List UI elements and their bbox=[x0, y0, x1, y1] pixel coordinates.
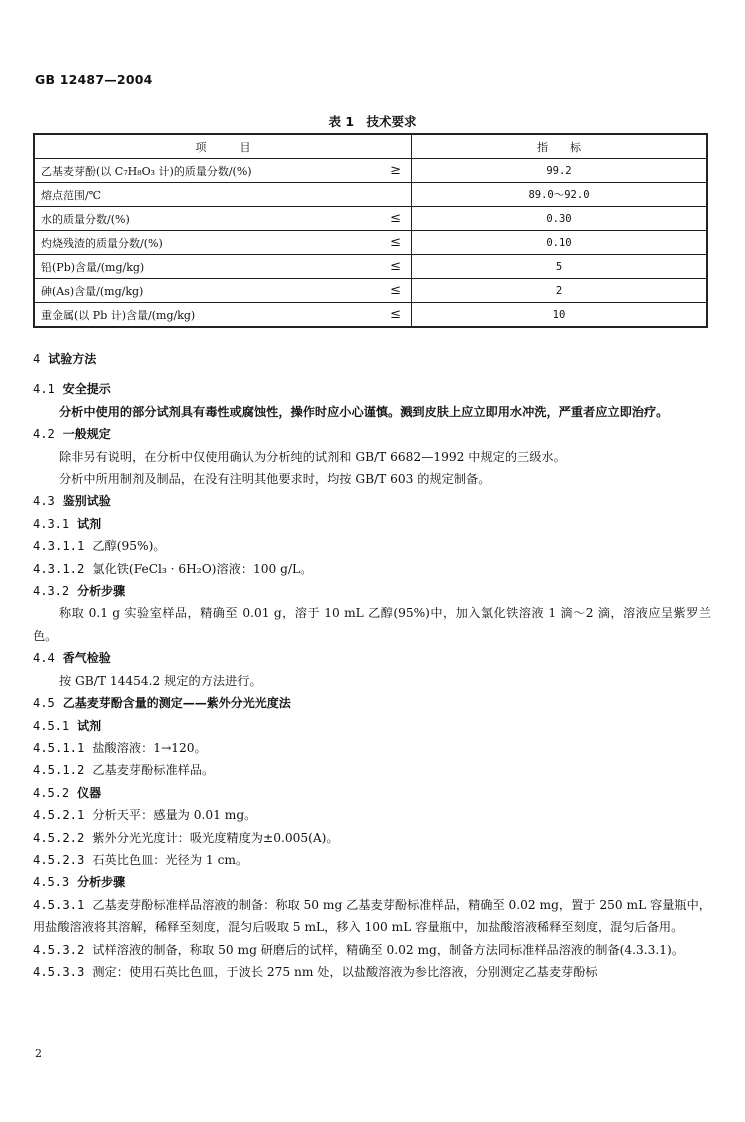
section-heading: 4.5.1 试剂 bbox=[33, 718, 102, 733]
spec-item-cell bbox=[34, 183, 412, 207]
clause-paragraph: 4.5.3.3 测定：使用石英比色皿，于波长 275 nm 处，以盐酸溶液为参比溶液，分别测定乙基麦芽酚标 bbox=[33, 964, 598, 979]
document-body bbox=[33, 348, 711, 983]
spec-item-cell bbox=[34, 255, 412, 279]
spec-operator: ≤ bbox=[390, 259, 401, 274]
spec-operator: ≤ bbox=[390, 307, 401, 322]
clause-line: 4.3.1.1 乙醇(95%)。 bbox=[33, 539, 166, 554]
table-row bbox=[34, 303, 707, 328]
section-heading: 4 试验方法 bbox=[33, 352, 97, 366]
table-row bbox=[34, 183, 707, 207]
table-header-row bbox=[34, 134, 707, 159]
section-heading: 4.3.2 分析步骤 bbox=[33, 584, 126, 599]
section-heading: 4.5.2 仪器 bbox=[33, 785, 102, 800]
spec-item-label: 重金属(以 Pb 计)含量/(mg/kg) bbox=[41, 308, 196, 322]
spec-table bbox=[33, 133, 708, 328]
spec-operator: ≤ bbox=[390, 211, 401, 226]
spec-item-cell bbox=[34, 303, 412, 328]
spec-operator: ≤ bbox=[390, 235, 401, 250]
spec-value-cell: 2 bbox=[412, 279, 708, 303]
section-heading: 4.5.3 分析步骤 bbox=[33, 875, 126, 890]
section-heading: 4.1 安全提示 bbox=[33, 382, 111, 397]
spec-item-label: 熔点范围/℃ bbox=[41, 188, 102, 202]
clause-paragraph: 4.5.3.1 乙基麦芽酚标准样品溶液的制备：称取 50 mg 乙基麦芽酚标准样品，精确至 0.02 mg，置于 250 mL 容量瓶中，用盐酸溶液将其溶解，稀释至刻度，混匀后吸取 5 mL，移入 100 mL 容量瓶中，加盐酸溶液稀释至刻度，混匀后备用。 bbox=[33, 897, 711, 935]
clause-line: 4.5.2.2 紫外分光光度计：吸光度精度为±0.005(A)。 bbox=[33, 830, 339, 845]
clause-line: 4.5.1.2 乙基麦芽酚标准样品。 bbox=[33, 763, 215, 778]
spec-item-label: 铅(Pb)含量/(mg/kg) bbox=[41, 260, 145, 274]
table-row bbox=[34, 255, 707, 279]
spec-value-cell: 99.2 bbox=[412, 159, 708, 183]
spec-item-label: 砷(As)含量/(mg/kg) bbox=[41, 284, 144, 298]
clause-line: 4.5.2.3 石英比色皿：光径为 1 cm。 bbox=[33, 852, 249, 867]
clause-line: 4.3.1.2 氯化铁(FeCl₃ · 6H₂O)溶液：100 g/L。 bbox=[33, 561, 313, 576]
spec-value-cell: 89.0～92.0 bbox=[412, 183, 708, 207]
spec-item-label: 水的质量分数/(%) bbox=[41, 212, 130, 226]
spec-operator: ≤ bbox=[390, 283, 401, 298]
spec-item-cell bbox=[34, 231, 412, 255]
column-header-value: 指 标 bbox=[412, 134, 708, 159]
table-row bbox=[34, 231, 707, 255]
spec-item-cell bbox=[34, 159, 412, 183]
page-number: 2 bbox=[35, 1047, 42, 1060]
spec-operator: ≥ bbox=[390, 163, 401, 178]
clause-line: 4.5.2.1 分析天平：感量为 0.01 mg。 bbox=[33, 808, 257, 823]
table-title: 表 1 技术要求 bbox=[328, 114, 417, 129]
paragraph: 分析中所用制剂及制品，在没有注明其他要求时，均按 GB/T 603 的规定制备。 bbox=[59, 472, 491, 487]
table-row bbox=[34, 207, 707, 231]
spec-value-cell: 10 bbox=[412, 303, 708, 328]
table-row bbox=[34, 279, 707, 303]
paragraph: 除非另有说明，在分析中仅使用确认为分析纯的试剂和 GB/T 6682—1992 中规定的三级水。 bbox=[59, 449, 566, 464]
spec-value-cell: 0.30 bbox=[412, 207, 708, 231]
spec-item-label: 乙基麦芽酚(以 C₇H₈O₃ 计)的质量分数/(%) bbox=[41, 164, 252, 178]
standard-code: GB 12487—2004 bbox=[35, 72, 153, 87]
spec-item-label: 灼烧残渣的质量分数/(%) bbox=[41, 236, 163, 250]
clause-line: 4.5.1.1 盐酸溶液：1→120。 bbox=[33, 740, 207, 755]
section-heading: 4.3.1 试剂 bbox=[33, 516, 102, 531]
column-header-item: 项 目 bbox=[34, 134, 412, 159]
spec-item-cell bbox=[34, 207, 412, 231]
paragraph: 分析中使用的部分试剂具有毒性或腐蚀性，操作时应小心谨慎。溅到皮肤上应立即用水冲洗，严重者应立即治疗。 bbox=[59, 404, 669, 419]
spec-value-cell: 5 bbox=[412, 255, 708, 279]
spec-value-cell: 0.10 bbox=[412, 231, 708, 255]
clause-paragraph: 4.5.3.2 试样溶液的制备，称取 50 mg 研磨后的试样，精确至 0.02 mg，制备方法同标准样品溶液的制备(4.3.3.1)。 bbox=[33, 942, 685, 957]
section-heading: 4.2 一般规定 bbox=[33, 427, 111, 442]
section-heading: 4.5 乙基麦芽酚含量的测定——紫外分光光度法 bbox=[33, 696, 291, 711]
section-heading: 4.3 鉴别试验 bbox=[33, 494, 111, 509]
table-row bbox=[34, 159, 707, 183]
paragraph: 称取 0.1 g 实验室样品，精确至 0.01 g，溶于 10 mL 乙醇(95%)中，加入氯化铁溶液 1 滴～2 滴，溶液应呈紫罗兰色。 bbox=[33, 606, 711, 643]
paragraph: 按 GB/T 14454.2 规定的方法进行。 bbox=[59, 673, 262, 688]
section-heading: 4.4 香气检验 bbox=[33, 651, 111, 666]
spec-item-cell bbox=[34, 279, 412, 303]
